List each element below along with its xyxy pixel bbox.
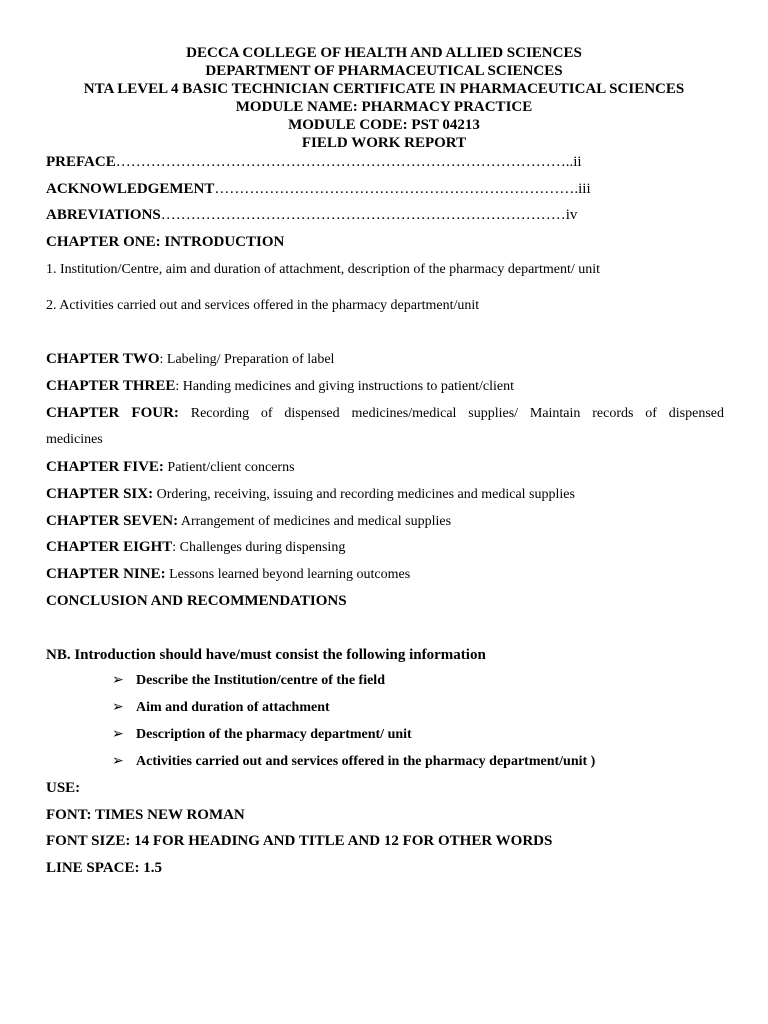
toc-entry-abreviations	[46, 205, 606, 225]
module-name: MODULE NAME: PHARMACY PRACTICE	[235, 99, 533, 115]
document-header	[0, 44, 768, 152]
bullet-text: Aim and duration of attachment	[136, 700, 330, 715]
chapter-five	[46, 457, 724, 478]
chapter-title: CHAPTER TWO	[46, 351, 160, 367]
toc-page-number: iii	[578, 181, 591, 197]
toc-label: ABREVIATIONS	[46, 207, 161, 223]
chapter-three	[46, 376, 724, 397]
note-bullet-item	[112, 671, 385, 691]
bullet-text: Describe the Institution/centre of the field	[136, 673, 385, 688]
line-space-instruction: LINE SPACE: 1.5	[46, 860, 162, 876]
toc-page-number: iv	[565, 207, 578, 223]
chapter-description: Arrangement of medicines and medical supplies	[178, 514, 452, 529]
note-bullet-item	[112, 752, 595, 772]
toc-leader-dots: ………………………………………………………………………	[160, 207, 566, 223]
chapter-four	[46, 403, 724, 424]
toc-leader-dots: ………………………………………………………………………………..	[115, 154, 574, 170]
chapter-six	[46, 484, 724, 505]
chapter-description: Recording of dispensed medicines/medical supplies/ Maintain records of dispensed	[178, 406, 724, 421]
arrow-bullet-icon: ➢	[112, 754, 124, 769]
report-title: FIELD WORK REPORT	[301, 135, 467, 151]
chapter-title: CHAPTER FOUR:	[46, 405, 179, 421]
note-bullet-item	[112, 698, 330, 718]
chapter-one-title: CHAPTER ONE: INTRODUCTION	[46, 234, 285, 250]
bullet-text: Activities carried out and services offered in the pharmacy department/unit )	[136, 754, 596, 769]
chapter-title: CHAPTER SIX:	[46, 486, 154, 502]
font-size-instruction: FONT SIZE: 14 FOR HEADING AND TITLE AND 12 FOR OTHER WORDS	[46, 833, 553, 849]
college-name: DECCA COLLEGE OF HEALTH AND ALLIED SCIENCES	[186, 45, 582, 61]
toc-entry-preface	[46, 152, 606, 172]
chapter-description: : Handing medicines and giving instructions to patient/client	[175, 379, 515, 394]
use-label: USE:	[46, 780, 81, 796]
chapter-one-item-1: 1. Institution/Centre, aim and duration of attachment, description of the pharmacy department/ unit	[46, 262, 601, 277]
module-code: MODULE CODE: PST 04213	[288, 117, 480, 133]
toc-entry-acknowledgement	[46, 179, 606, 199]
bullet-text: Description of the pharmacy department/ unit	[136, 727, 412, 742]
chapter-eight	[46, 537, 724, 558]
chapter-title: CHAPTER SEVEN:	[46, 513, 179, 529]
toc-label: PREFACE	[46, 154, 116, 170]
note-text: NB. Introduction should have/must consist the following information	[46, 647, 486, 663]
arrow-bullet-icon: ➢	[112, 673, 124, 688]
chapter-nine	[46, 564, 724, 585]
chapter-four-continued: medicines	[46, 432, 103, 447]
toc-leader-dots: ……………………………………………………………….	[214, 181, 579, 197]
conclusion-heading: CONCLUSION AND RECOMMENDATIONS	[46, 593, 347, 609]
chapter-two	[46, 349, 724, 370]
chapter-description: : Labeling/ Preparation of label	[159, 352, 335, 367]
arrow-bullet-icon: ➢	[112, 727, 124, 742]
chapter-description: Patient/client concerns	[163, 460, 295, 475]
chapter-seven	[46, 511, 724, 532]
chapter-title: CHAPTER NINE:	[46, 566, 166, 582]
certificate-name: NTA LEVEL 4 BASIC TECHNICIAN CERTIFICATE IN PHARMACEUTICAL SCIENCES	[83, 81, 685, 97]
chapter-title: CHAPTER FIVE:	[46, 459, 164, 475]
chapter-title: CHAPTER THREE	[46, 378, 176, 394]
chapter-description: Ordering, receiving, issuing and recording medicines and medical supplies	[153, 487, 575, 502]
font-instruction: FONT: TIMES NEW ROMAN	[46, 807, 245, 823]
chapter-description: Lessons learned beyond learning outcomes	[165, 567, 411, 582]
chapter-one-item-2: 2. Activities carried out and services offered in the pharmacy department/unit	[46, 298, 480, 313]
department-name: DEPARTMENT OF PHARMACEUTICAL SCIENCES	[205, 63, 563, 79]
toc-label: ACKNOWLEDGEMENT	[46, 181, 215, 197]
chapter-title: CHAPTER EIGHT	[46, 539, 173, 555]
note-bullet-item	[112, 725, 412, 745]
arrow-bullet-icon: ➢	[112, 700, 124, 715]
toc-page-number: ii	[573, 154, 582, 170]
chapter-description: : Challenges during dispensing	[172, 540, 346, 555]
